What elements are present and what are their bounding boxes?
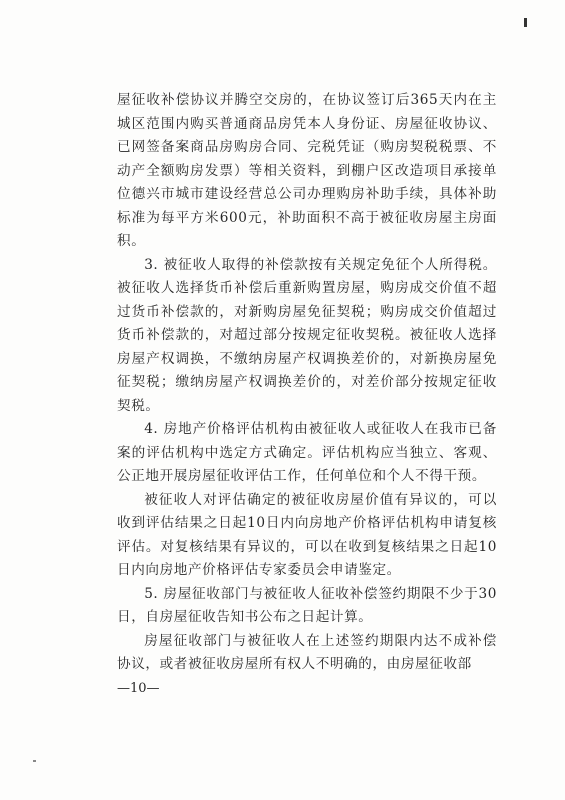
scan-corner-mark: [524, 18, 527, 27]
paragraph-1: 屋征收补偿协议并腾空交房的，在协议签订后365天内在主城区范围内购买普通商品房凭本人身份证、房屋征收协议、已网签备案商品房购房合同、完税凭证（购房契税税票、不动产全额购房发票）等相关资料，到棚户区改造项目承接单位德兴市城市建设经营总公司办理购房补助手续，具体补助标准为每平方米600元，补助面积不高于被征收房屋主房面积。: [117, 92, 497, 249]
body-text: [117, 89, 497, 677]
page-number: —10—: [117, 681, 160, 696]
paragraph-4: 被征收人对评估确定的被征收房屋价值有异议的，可以收到评估结果之日起10日内向房地产价格评估机构申请复核评估。对复核结果有异议的，可以在收到复核结果之日起10日内向房地产价格评估专家委员会申请鉴定。: [117, 491, 497, 578]
paragraph-6: 房屋征收部门与被征收人在上述签约期限内达不成补偿协议，或者被征收房屋所有权人不明确的，由房屋征收部: [117, 632, 497, 672]
paragraph-3: 4. 房地产价格评估机构由被征收人或征收人在我市已备案的评估机构中选定方式确定。评估机构应当独立、客观、公正地开展房屋征收评估工作，任何单位和个人不得干预。: [117, 421, 497, 484]
scan-dot-mark: [33, 760, 36, 762]
paragraph-2: 3. 被征收人取得的补偿款按有关规定免征个人所得税。被征收人选择货币补偿后重新购置房屋，购房成交价值不超过货币补偿款的，对新购房屋免征契税；购房成交价值超过货币补偿款的，对超过部分按规定征收契税。被征收人选择房屋产权调换，不缴纳房屋产权调换差价的，对新换房屋免征契税；缴纳房屋产权调换差价的，对差价部分按规定征收契税。: [117, 256, 497, 414]
paragraph-5: 5. 房屋征收部门与被征收人征收补偿签约期限不少于30日，自房屋征收告知书公布之日起计算。: [117, 585, 497, 625]
